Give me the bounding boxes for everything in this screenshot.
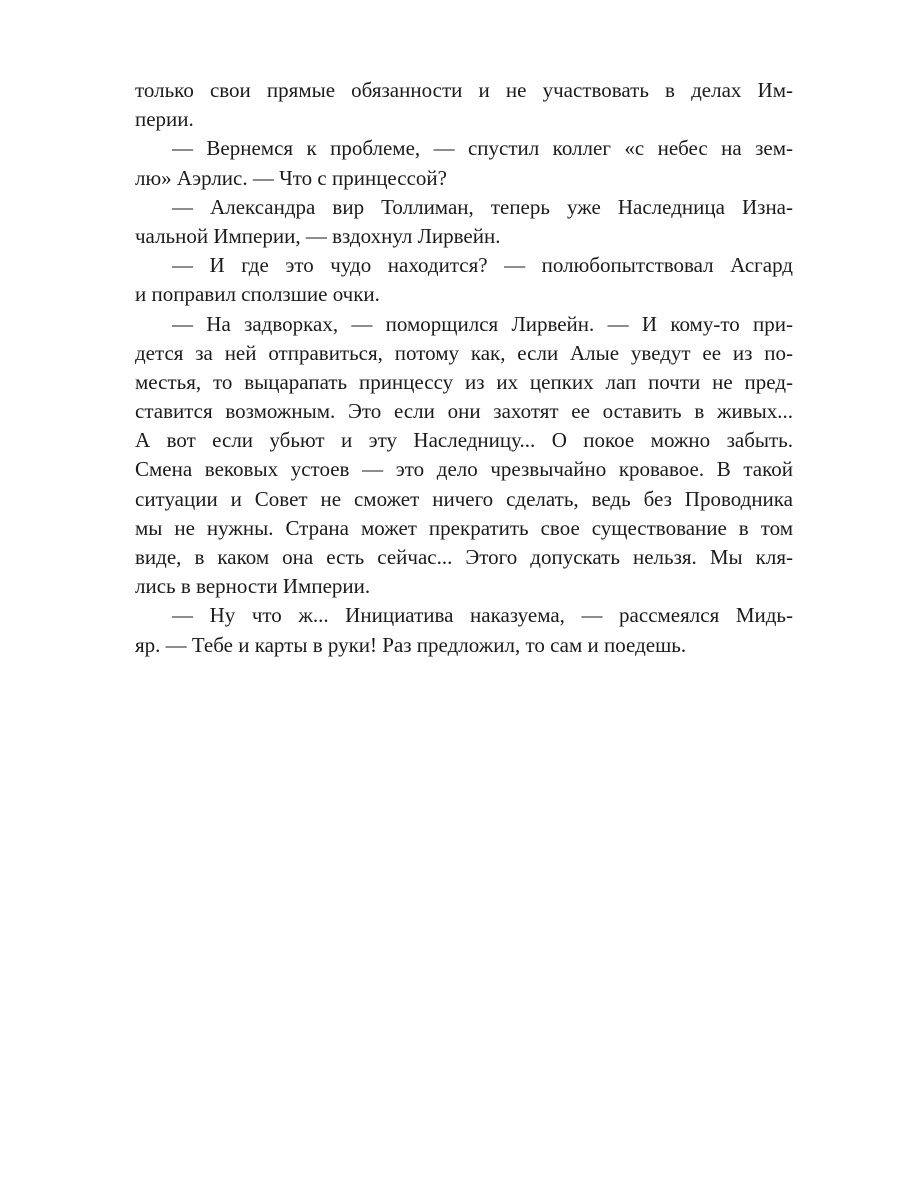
text-line: А вот если убьют и эту Наследницу... О покое можно забыть. [135,428,793,453]
text-line: перии. [135,107,194,132]
text-line: — И где это чудо находится? — полюбопытствовал Асгард [172,253,793,278]
text-line: ставится возможным. Это если они захотят ее оставить в живых... [135,399,793,424]
text-line: лись в верности Империи. [135,574,371,599]
text-line: — Александра вир Толлиман, теперь уже Наследница Изна- [172,194,793,219]
text-line: — На задворках, — поморщился Лирвейн. — И кому-то при- [172,311,793,336]
text-line: и поправил сползшие очки. [135,282,380,307]
text-line: — Ну что ж... Инициатива наказуема, — рассмеялся Мидь- [172,603,793,628]
text-line: — Вернемся к проблеме, — спустил коллег «с небес на зем- [172,136,793,161]
text-line: Смена вековых устоев — это дело чрезвычайно кровавое. В такой [135,457,793,482]
text-line: лю» Аэрлис. — Что с принцессой? [135,165,447,190]
text-line: виде, в каком она есть сейчас... Этого допускать нельзя. Мы кля- [135,545,793,569]
body-text [135,76,793,660]
text-line: ситуации и Совет не сможет ничего сделать, ведь без Проводника [135,486,793,511]
text-line: мы не нужны. Страна может прекратить свое существование в том [135,515,793,540]
text-line: яр. — Тебе и карты в руки! Раз предложил, то сам и поедешь. [135,632,687,657]
text-line: дется за ней отправиться, потому как, если Алые уведут ее из по- [135,340,793,365]
text-line: местья, то выцарапать принцессу из их цепких лап почти не пред- [135,369,793,394]
text-line: чальной Империи, — вздохнул Лирвейн. [135,223,501,248]
text-line: только свои прямые обязанности и не участвовать в делах Им- [135,78,793,102]
